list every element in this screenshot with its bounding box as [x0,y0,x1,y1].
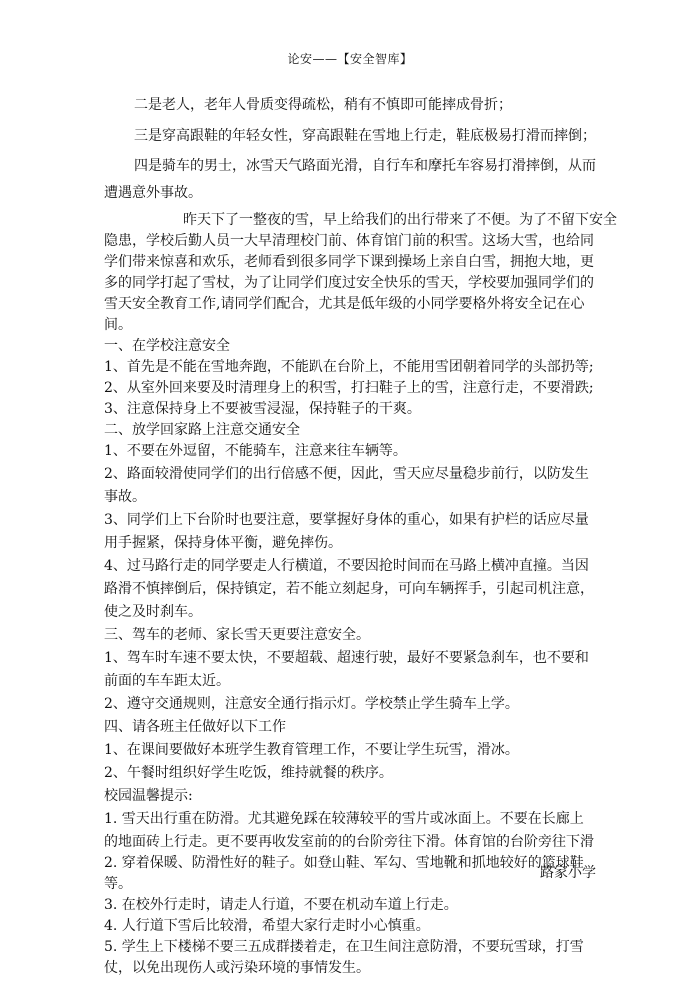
notice-line: 雪天安全教育工作,请同学们配合，尤其是低年级的小同学要格外将安全记在心 [104,296,585,312]
section-line: 2. 穿着保暖、防滑性好的鞋子。如登山鞋、军勾、雪地靴和抓地较好的篮球鞋 [104,855,584,871]
section-line: 路滑不慎摔倒后，保持镇定，若不能立刻起身，可向车辆挥手，引起司机注意， [104,581,594,597]
section-line: 用手握紧，保持身体平衡，避免摔伤。 [104,535,342,551]
section-line: 4、过马路行走的同学要走人行横道，不要因抢时间而在马路上横冲直撞。当因 [104,558,589,574]
section-heading: 二、放学回家路上注意交通安全 [104,422,300,438]
intro-line: 三是穿高跟鞋的年轻女性，穿高跟鞋在雪地上行走，鞋底极易打滑而摔倒； [134,128,596,144]
notice-line: 隐患，学校后勤人员一大早清理校门前、体育馆门前的积雪。这场大雪，也给同 [104,233,594,249]
section-line: 事故。 [104,489,146,505]
section-line: 的地面砖上行走。更不要再收发室前的的台阶旁往下滑。体育馆的台阶旁往下滑 [104,834,594,850]
section-heading: 三、驾车的老师、家长雪天更要注意安全。 [104,627,370,643]
section-heading: 四、请各班主任做好以下工作 [104,719,286,735]
intro-line: 四是骑车的男士，冰雪天气路面光滑，自行车和摩托车容易打滑摔倒，从而 [134,158,596,174]
section-line: 3、注意保持身上不要被雪浸湿，保持鞋子的干爽。 [104,401,421,417]
section-line: 2、路面较滑使同学们的出行倍感不便，因此，雪天应尽量稳步前行，以防发生 [104,466,589,482]
section-line: 2、遵守交通规则，注意安全通行指示灯。学校禁止学生骑车上学。 [104,696,519,712]
section-line: 2、午餐时组织好学生吃饭，维持就餐的秩序。 [104,765,393,781]
intro-line: 遭遇意外事故。 [104,185,202,201]
section-line: 1、不要在外逗留，不能骑车，注意来往车辆等。 [104,443,407,459]
section-line: 4. 人行道下雪后比较滑，希望大家行走时小心慎重。 [104,918,430,934]
section-line: 仗，以免出现伤人或污染环境的事情发生。 [104,960,370,976]
section-line: 2、从室外回来要及时清理身上的积雪，打扫鞋子上的雪，注意行走，不要滑跌; [104,380,594,396]
section-line: 3. 在校外行走时，请走人行道，不要在机动车道上行走。 [104,897,458,913]
intro-line: 二是老人，老年人骨质变得疏松，稍有不慎即可能摔成骨折； [134,97,512,113]
notice-line: 学们带来惊喜和欢乐，老师看到很多同学下课到操场上亲自白雪，拥抱大地，更 [104,254,594,270]
section-line: 使之及时刹车。 [104,604,202,620]
section-heading: 一、在学校注意安全 [104,338,230,354]
section-heading: 校园温馨提示: [104,788,193,804]
notice-line: 间。 [104,317,132,333]
section-line: 3、同学们上下台阶时也要注意，要掌握好身体的重心，如果有护栏的话应尽量 [104,512,589,528]
signature: 路家小学 [540,865,596,881]
notice-line: 昨天下了一整夜的雪，早上给我们的出行带来了不便。为了不留下安全 [183,212,617,228]
section-line: 1、在课间要做好本班学生教育管理工作，不要让学生玩雪，滑冰。 [104,742,519,758]
section-line: 1. 雪天出行重在防滑。尤其避免踩在较薄较平的雪片或冰面上。不要在长廊上 [104,811,584,827]
notice-line: 多的同学打起了雪杖，为了让同学们度过安全快乐的雪天，学校要加强同学们的 [104,275,594,291]
section-line: 1、驾车时车速不要太快，不要超载、超速行驶，最好不要紧急刹车，也不要和 [104,650,589,666]
section-line: 前面的车车距太近。 [104,673,230,689]
section-line: 1、首先是不能在雪地奔跑，不能趴在台阶上，不能用雪团朝着同学的头部扔等; [104,359,594,375]
page-header: 论安——【安全智库】 [287,52,413,66]
section-line: 等。 [104,876,132,892]
section-line: 5. 学生上下楼梯不要三五成群搂着走，在卫生间注意防滑，不要玩雪球，打雪 [104,939,584,955]
